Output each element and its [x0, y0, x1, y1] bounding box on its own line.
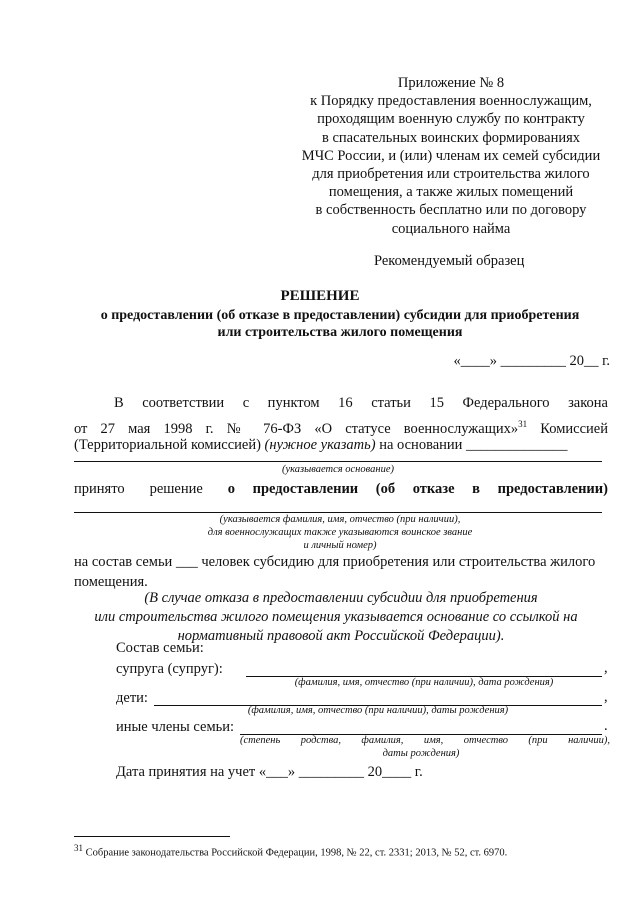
appendix-line: социального найма [391, 220, 511, 237]
document-subtitle [60, 307, 620, 341]
decision-line [74, 479, 608, 500]
law-reference: от 27 мая 1998 г. № 76-ФЗ «О статусе военнослужащих» [74, 420, 519, 437]
decision-date: «____» _________ 20__ г. [453, 353, 610, 369]
appendix-line: проходящим военную службу по контракту [317, 111, 585, 128]
subtitle-line: о предоставлении (об отказе в предоставлении) субсидии для приобретения [100, 308, 580, 323]
footnote-number: 31 [74, 843, 83, 853]
document-title: РЕШЕНИЕ [280, 288, 360, 304]
note-line: или строительства жилого помещения указывается основание со ссылкой на [94, 609, 578, 625]
others-label: иные члены семьи: [116, 719, 235, 735]
appendix-header [290, 74, 612, 238]
appendix-line: в спасательных воинских формированиях [321, 129, 581, 146]
decision-word: принято [74, 481, 125, 497]
appendix-line: к Порядку предоставления военнослужащим, [310, 93, 592, 110]
family-size-line: помещения. [74, 574, 148, 590]
comma: , [604, 660, 608, 676]
commission-text: (Территориальной комиссией) [74, 437, 265, 453]
appendix-line: в собственность бесплатно или по договору [315, 202, 587, 219]
comma: , [604, 689, 608, 705]
commission-word: Комиссией [527, 420, 608, 437]
basis-line [74, 461, 602, 462]
sample-label: Рекомендуемый образец [374, 253, 525, 269]
hint-line: (указывается фамилия, имя, отчество (при наличии), [219, 514, 461, 525]
footnote-divider [74, 836, 230, 837]
hint-line: для военнослужащих также указываются воинское звание [207, 527, 473, 538]
family-size-line: на состав семьи ___ человек субсидию для приобретения или строительства жилого [74, 554, 596, 570]
appendix-line: МЧС России, и (или) членам их семей субсидии [301, 147, 601, 164]
footnote [74, 843, 507, 859]
appendix-line: для приобретения или строительства жилого [312, 166, 590, 183]
basis-text: на основании ______________ [375, 437, 568, 453]
basis-hint: (указывается основание) [282, 464, 394, 475]
refusal-note [74, 589, 608, 646]
family-heading: Состав семьи: [116, 640, 204, 656]
children-label: дети: [116, 690, 148, 706]
footnote-text: Собрание законодательства Российской Федерации, 1998, № 22, ст. 2331; 2013, № 52, ст. 6970. [85, 847, 508, 859]
hint-line: и личный номер) [303, 540, 377, 551]
note-line: (В случае отказа в предоставлении субсидии для приобретения [144, 590, 538, 606]
subtitle-line: или строительства жилого помещения [217, 325, 463, 340]
appendix-line: помещения, а также жилых помещений [328, 184, 574, 201]
footnote-mark: 31 [518, 419, 528, 429]
decision-word: решение [149, 481, 203, 497]
children-hint: (фамилия, имя, отчество (при наличии), даты рождения) [247, 705, 509, 716]
note-line: нормативный правовой акт Российской Федерации). [177, 628, 505, 644]
paragraph-line: В соответствии с пунктом 16 статьи 15 Федерального закона [114, 395, 608, 411]
paragraph-line [74, 435, 608, 456]
appendix-line: Приложение № 8 [397, 75, 505, 91]
period: . [604, 718, 608, 734]
specify-hint: (нужное указать) [264, 437, 376, 453]
registration-date: Дата принятия на учет «___» _________ 20____ г. [116, 764, 423, 780]
others-hint: даты рождения) [382, 748, 460, 759]
person-hint [150, 513, 530, 552]
others-hint: (степень родства, фамилия, имя, отчество (при наличии), [240, 735, 610, 746]
spouse-hint: (фамилия, имя, отчество (при наличии), дата рождения) [294, 677, 554, 688]
spouse-label: супруга (супруг): [116, 661, 223, 677]
decision-type: о предоставлении (об отказе в предоставлении) [227, 481, 608, 497]
